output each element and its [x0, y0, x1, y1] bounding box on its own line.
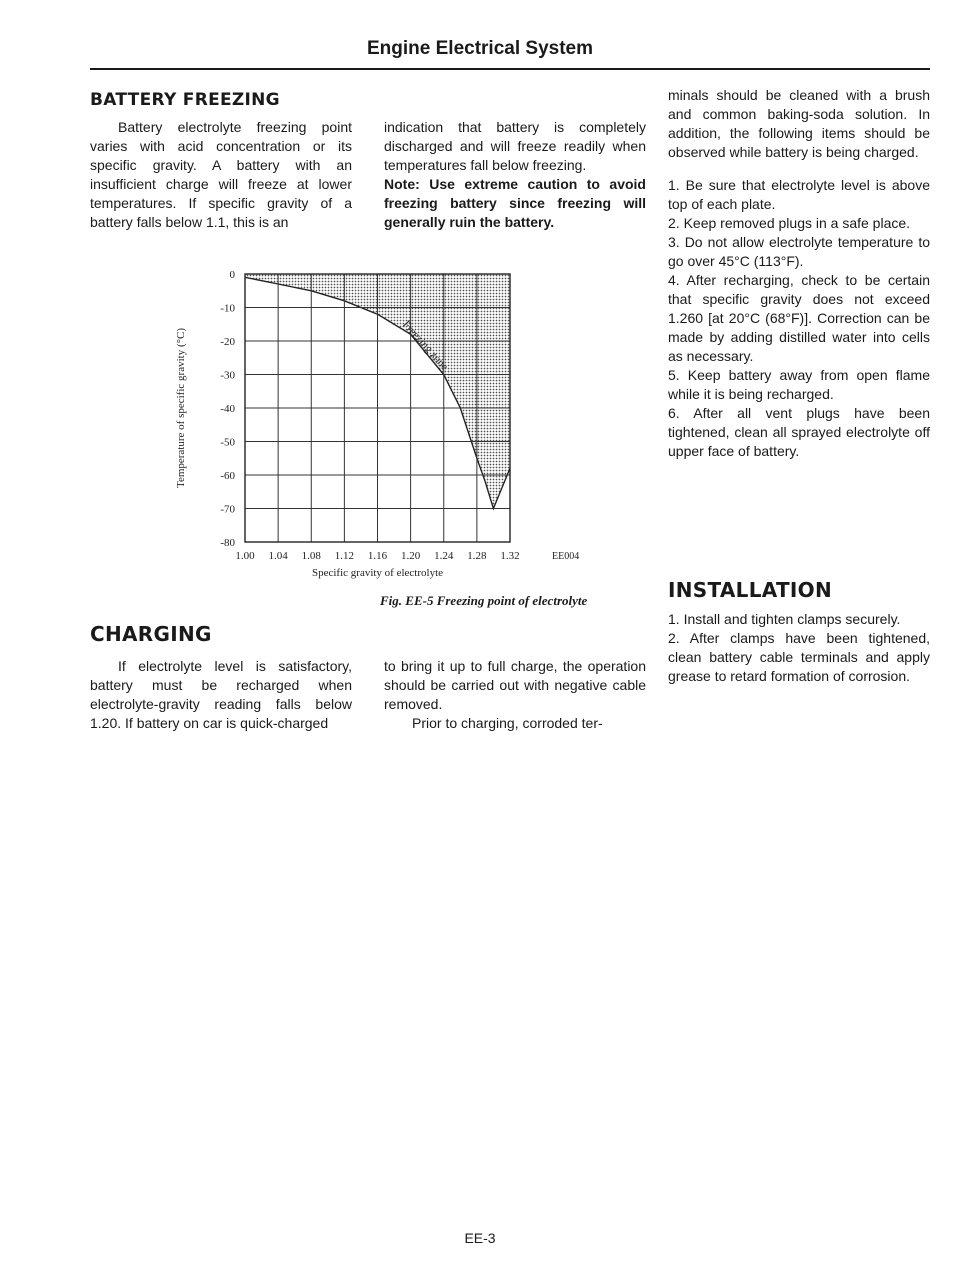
battery-freezing-para1 [90, 118, 352, 232]
x-tick-label: 1.32 [500, 550, 520, 562]
y-tick-label: -70 [220, 503, 235, 516]
x-tick-label: 1.20 [401, 550, 421, 562]
charging-list [668, 176, 930, 461]
installation-item-1: 1. Install and tighten clamps securely. [668, 611, 901, 627]
x-axis-label: Specific gravity of electrolyte [311, 567, 444, 579]
figure-caption: Fig. EE-5 Freezing point of electrolyte [380, 593, 588, 608]
x-tick-label: 1.04 [268, 550, 288, 562]
y-tick-label: -30 [220, 369, 235, 382]
header-rule [90, 68, 930, 70]
installation-list [668, 610, 930, 686]
freezing-point-chart [150, 262, 620, 602]
battery-freezing-para1-cont [384, 118, 646, 232]
y-axis-label: Temperature of specific gravity (°C) [175, 327, 187, 489]
chart-svg [150, 262, 620, 602]
battery-note [384, 175, 646, 232]
x-tick-label: 1.08 [301, 550, 321, 562]
charging-item-1: 1. Be sure that electrolyte level is above top of each plate. [668, 177, 930, 212]
x-tick-label: 1.16 [367, 550, 388, 562]
y-tick-label: -20 [220, 336, 235, 348]
x-tick-label: 1.24 [434, 550, 454, 562]
note-text: Use extreme caution to avoid freezing battery since freezing will generally ruin the battery. [384, 176, 646, 230]
battery-freezing-text: Battery electrolyte freezing point varies with acid concentration or its specific gravity. A battery with an insufficient charge will freeze at lower temperatures. If specific gravity of a battery falls below 1.1, this is an [90, 119, 352, 230]
charging-item-3: 3. Do not allow electrolyte temperature to go over 45°C (113°F). [668, 234, 930, 269]
y-tick-label: -80 [220, 537, 235, 549]
charging-para2-cont: minals should be cleaned with a brush and common baking-soda solution. In addition, the following items should be observed while battery is being charged. [668, 87, 930, 160]
note-label: Note: [384, 176, 420, 192]
x-tick-label: 1.12 [334, 550, 354, 562]
y-tick-label: 0 [229, 269, 235, 281]
battery-freezing-text-cont: indication that battery is completely discharged and will freeze readily when temperatures fall below freezing. [384, 119, 646, 173]
charging-text-cont: to bring it up to full charge, the operation should be carried out with negative cable removed. [384, 658, 646, 712]
right-column [668, 86, 930, 461]
y-tick-label: -40 [220, 403, 235, 415]
freezing-zone-label: Freezing zone [400, 318, 451, 373]
charging-para1-cont [384, 657, 646, 733]
charging-para2: Prior to charging, corroded ter- [412, 715, 603, 731]
charging-item-4: 4. After recharging, check to be certain that specific gravity does not exceed 1.260 [at 20°C (68°F)]. Correction can be made by adding distilled water into cells as necessary. [668, 272, 930, 364]
y-tick-label: -50 [220, 436, 235, 449]
charging-item-2: 2. Keep removed plugs in a safe place. [668, 215, 911, 231]
charging-para1 [90, 657, 352, 733]
x-tick-label: 1.28 [467, 550, 487, 562]
installation-item-2: 2. After clamps have been tightened, clean battery cable terminals and apply grease to retard formation of corrosion. [668, 630, 930, 684]
installation-heading: INSTALLATION [668, 578, 832, 602]
charging-item-5: 5. Keep battery away from open flame while it is being recharged. [668, 367, 930, 402]
charging-text: If electrolyte level is satisfactory, battery must be recharged when electrolyte-gravity reading falls below 1.20. If battery on car is quick-charged [90, 658, 352, 731]
x-tick-label: 1.00 [235, 550, 255, 562]
charging-item-6: 6. After all vent plugs have been tightened, clean all sprayed electrolyte off upper face of battery. [668, 405, 930, 459]
y-tick-label: -60 [220, 470, 235, 482]
figure-code: EE004 [552, 551, 580, 562]
battery-freezing-heading: BATTERY FREEZING [90, 90, 280, 110]
charging-heading: CHARGING [90, 622, 212, 646]
page-header-title: Engine Electrical System [367, 38, 593, 59]
page-number: EE-3 [464, 1230, 496, 1246]
y-tick-label: -10 [220, 302, 235, 315]
